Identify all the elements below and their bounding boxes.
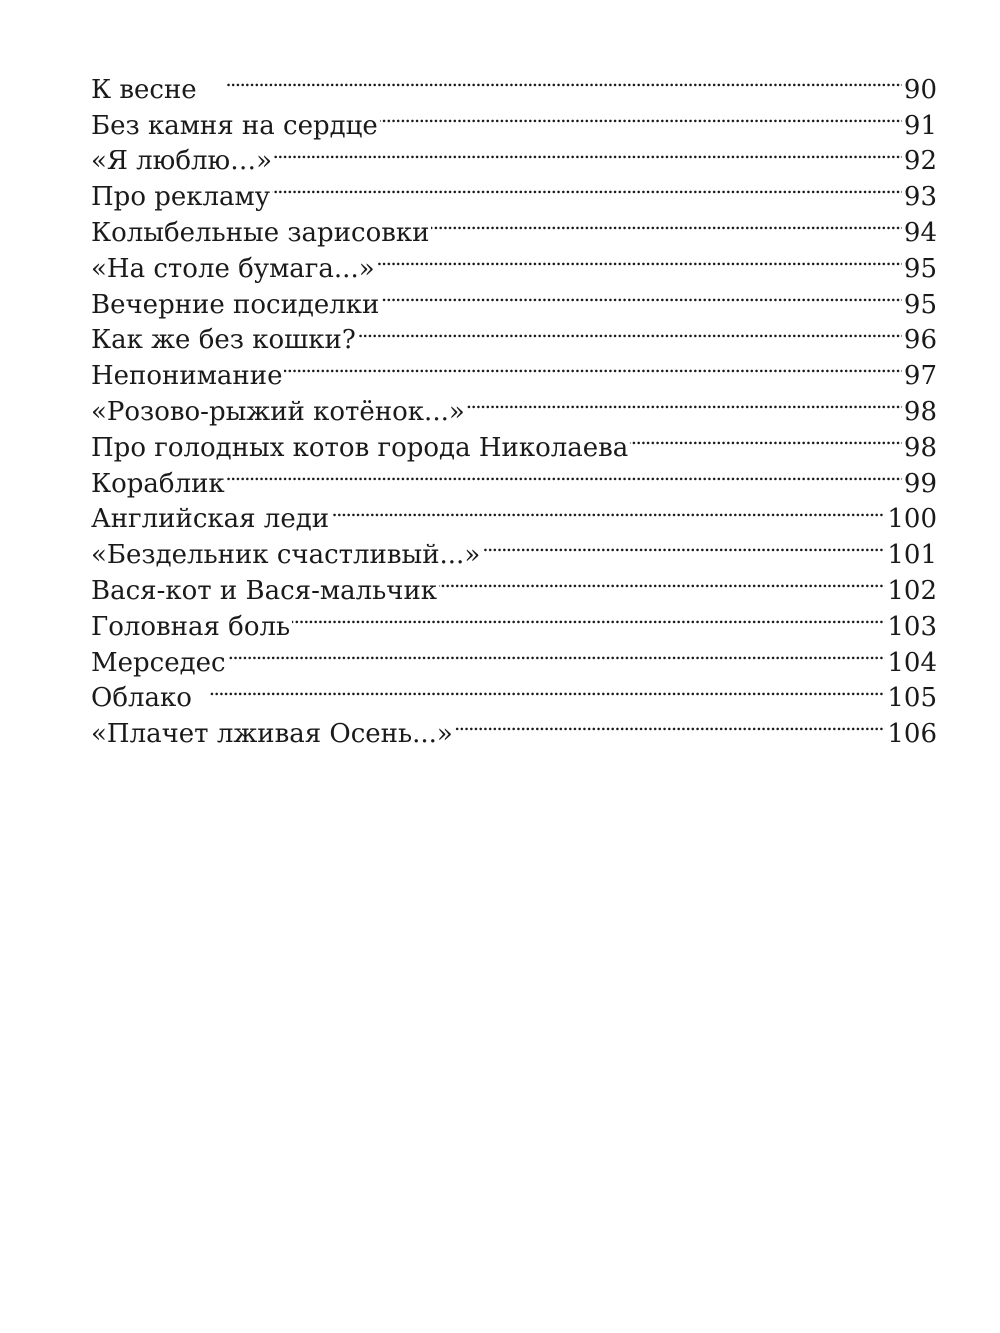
- dot-leader: [194, 671, 885, 707]
- toc-entry-title: Головная боль: [91, 611, 291, 642]
- toc-entry-page-number: 98: [903, 396, 937, 427]
- toc-entry-title: Как же без кошки?: [91, 325, 356, 356]
- toc-entry-page-number: 92: [903, 146, 937, 177]
- toc-entry-page-number: 98: [903, 432, 937, 463]
- dot-leader: [439, 563, 885, 599]
- toc-entry-page-number: 104: [887, 647, 937, 678]
- dot-leader: [380, 98, 902, 134]
- toc-entry-page-number: 95: [903, 289, 937, 320]
- toc-entry-page-number: 93: [903, 182, 937, 213]
- toc-entry-title: Мерседес: [91, 647, 226, 678]
- toc-entry-title: Облако: [91, 683, 192, 714]
- toc-entry-page-number: 90: [903, 74, 937, 105]
- toc-entry: [91, 62, 937, 105]
- toc-entry-title: Кораблик: [91, 468, 225, 499]
- dot-leader: [377, 241, 902, 277]
- dot-leader: [228, 635, 886, 671]
- toc-entry-title: «Я люблю…»: [91, 146, 273, 177]
- toc-entry-title: Вечерние посиделки: [91, 289, 380, 320]
- toc-entry: [91, 671, 937, 714]
- toc-entry-title: Про голодных котов города Николаева: [91, 432, 629, 463]
- toc-entry-page-number: 97: [903, 361, 937, 392]
- toc-entry-title: Колыбельные зарисовки: [91, 217, 430, 248]
- toc-entry-page-number: 99: [903, 468, 937, 499]
- toc-entry-title: «Розово-рыжий котёнок...»: [91, 396, 465, 427]
- toc-entry-title: Без камня на сердце: [91, 110, 378, 141]
- toc-entry-page-number: 101: [887, 540, 937, 571]
- dot-leader: [227, 456, 902, 492]
- toc-entry-title: Про рекламу: [91, 182, 271, 213]
- dot-leader: [431, 205, 901, 241]
- toc-entry-page-number: 100: [887, 504, 937, 535]
- toc-entry-title: Английская леди: [91, 504, 330, 535]
- toc-entry-page-number: 106: [887, 719, 937, 750]
- toc-entry-page-number: 91: [903, 110, 937, 141]
- toc-entry-title: «Бездельник счастливый...»: [91, 540, 481, 571]
- toc-entry-title: «На столе бумага...»: [91, 253, 375, 284]
- toc-entry-page-number: 102: [887, 575, 937, 606]
- dot-leader: [199, 62, 902, 98]
- dot-leader: [331, 492, 885, 528]
- dot-leader: [272, 169, 902, 205]
- toc-entry-title: К весне: [91, 74, 197, 105]
- dot-leader: [381, 277, 902, 313]
- toc-entry: [91, 98, 937, 141]
- dot-leader: [630, 420, 902, 456]
- toc-entry: [91, 706, 937, 750]
- dot-leader: [292, 599, 885, 635]
- dot-leader: [358, 313, 902, 349]
- toc-entry-page-number: 96: [903, 325, 937, 356]
- toc-entry-title: Вася-кот и Вася-мальчик: [91, 575, 438, 606]
- toc-entry-page-number: 103: [887, 611, 937, 642]
- toc-entry-page-number: 105: [887, 683, 937, 714]
- table-of-contents: [91, 62, 937, 750]
- dot-leader: [284, 348, 901, 384]
- toc-entry-title: «Плачет лживая Осень...»: [91, 719, 453, 750]
- dot-leader: [482, 527, 885, 563]
- toc-entry-title: Непонимание: [91, 361, 283, 392]
- dot-leader: [467, 384, 902, 420]
- toc-entry-page-number: 95: [903, 253, 937, 284]
- dot-leader: [455, 706, 886, 742]
- dot-leader: [274, 134, 902, 170]
- toc-entry-page-number: 94: [903, 217, 937, 248]
